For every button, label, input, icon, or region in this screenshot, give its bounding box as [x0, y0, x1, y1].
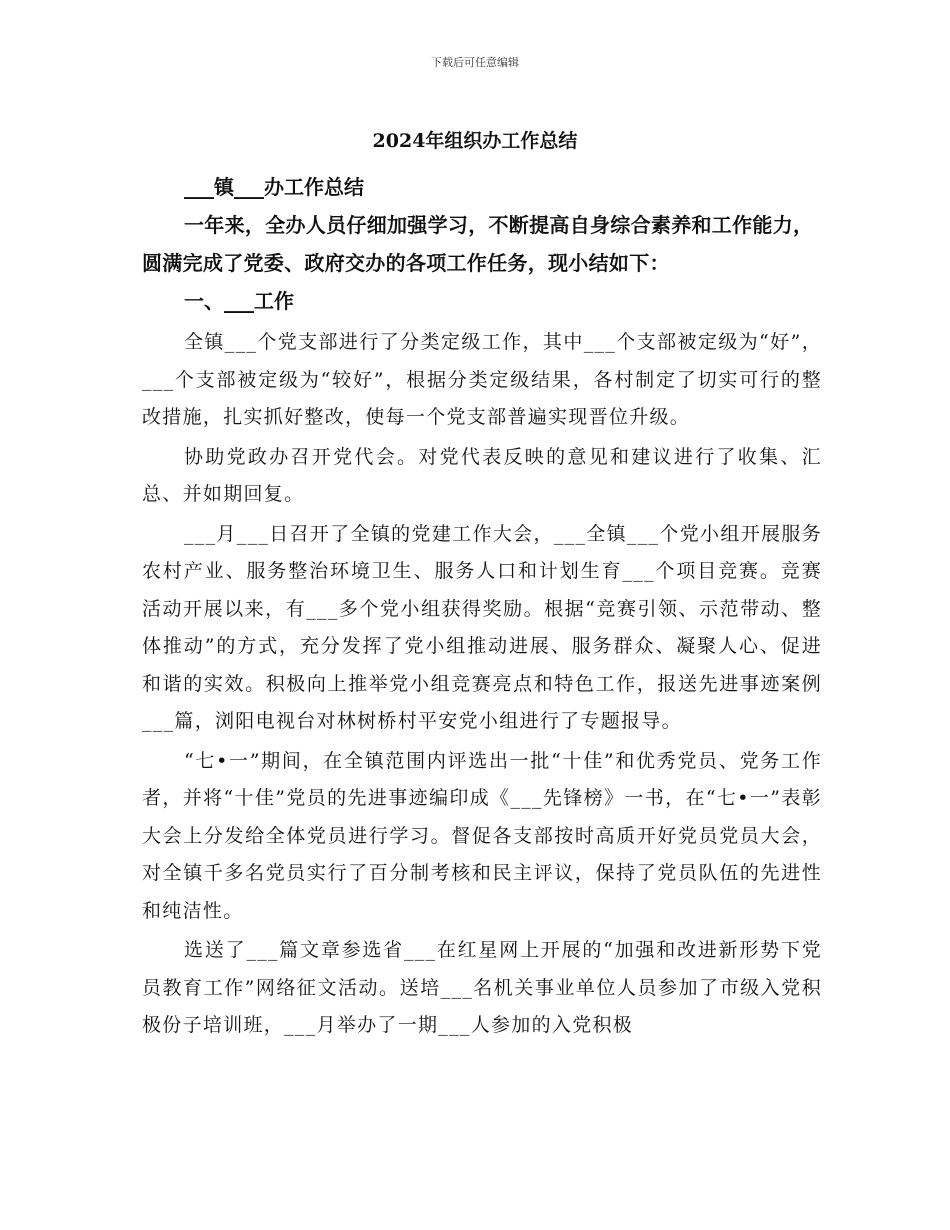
intro-paragraph: 一年来，全办人员仔细加强学习，不断提高自身综合素养和工作能力，圆满完成了党委、政府交办的各项工作任务，现小结如下：: [142, 213, 814, 275]
section-heading: 一、___工作: [184, 289, 294, 313]
document-subtitle: ___镇___办工作总结: [184, 175, 364, 199]
body-paragraph: “七•一”期间，在全镇范围内评选出一批“十佳”和优秀党员、党务工作者，并将“十佳”党员的先进事迹编印成《___先锋榜》一书，在“七•一”表彰大会上分发给全体党员进行学习。督促各支部按时高质开好党员党员大会，对全镇千多名党员实行了百分制考核和民主评议，保持了党员队伍的先进性和纯洁性。: [142, 749, 822, 922]
document-body: [142, 168, 822, 1047]
document-title: 2024年组织办工作总结: [372, 130, 578, 152]
body-paragraph: ___月___日召开了全镇的党建工作大会，___全镇___个党小组开展服务农村产业、服务整治环境卫生、服务人口和计划生育___个项目竞赛。竞赛活动开展以来，有___多个党小组获得奖励。根据“竞赛引领、示范带动、整体推动”的方式，充分发挥了党小组推动进展、服务群众、凝聚人心、促进和谐的实效。积极向上推举党小组竞赛亮点和特色工作，报送先进事迹案例___篇，浏阳电视台对林树桥村平安党小组进行了专题报导。: [142, 522, 822, 732]
body-paragraph: 协助党政办召开党代会。对党代表反映的意见和建议进行了收集、汇总、并如期回复。: [142, 445, 822, 505]
header-note: 下载后可任意编辑: [431, 56, 519, 69]
body-paragraph: 选送了___篇文章参选省___在红星网上开展的“加强和改进新形势下党员教育工作”网络征文活动。送培___名机关事业单位人员参加了市级入党积极份子培训班，___月举办了一期___人参加的入党积极: [142, 939, 822, 1036]
body-paragraph: 全镇___个党支部进行了分类定级工作，其中___个支部被定级为“好”，___个支部被定级为“较好”，根据分类定级结果，各村制定了切实可行的整改措施，扎实抓好整改，使每一个党支部普遍实现晋位升级。: [142, 331, 822, 428]
